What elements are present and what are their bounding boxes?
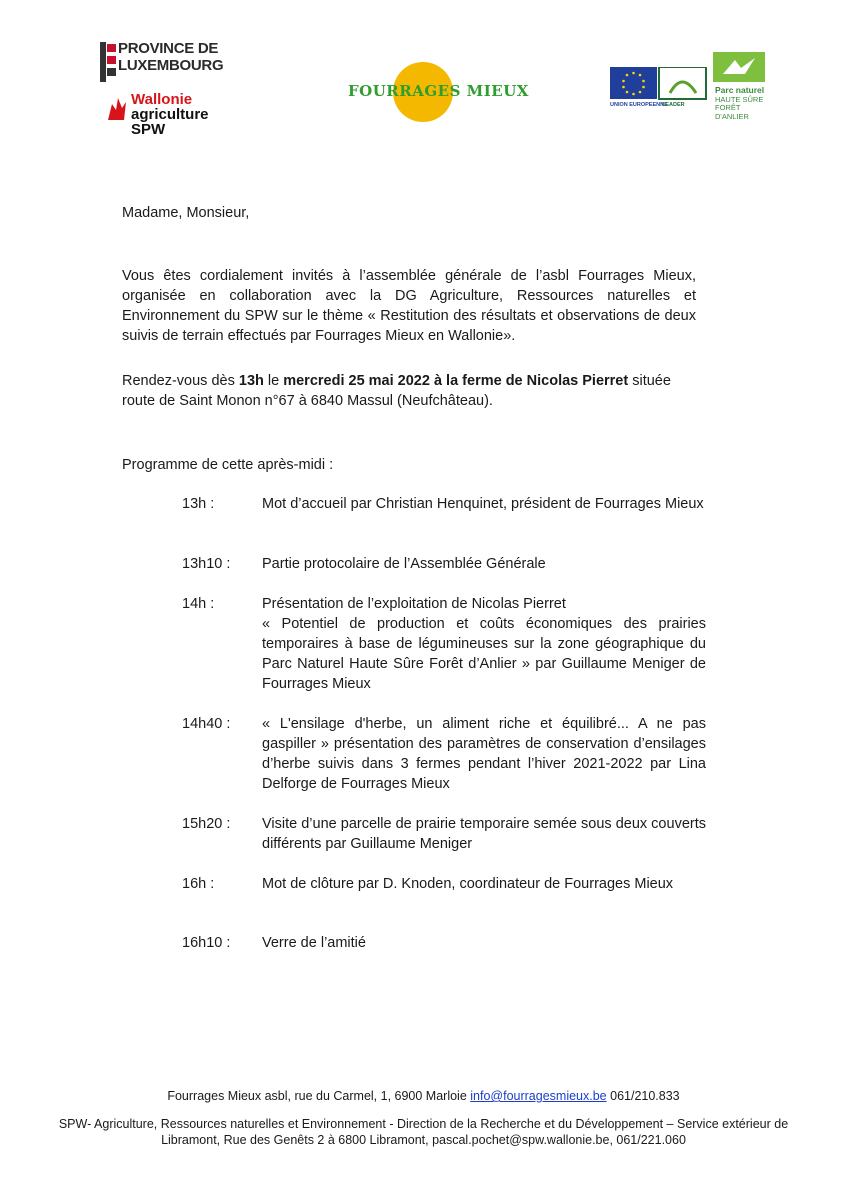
fourrages-mieux-logo [345,62,529,122]
program-time: 16h : [182,876,215,892]
rdv-date-place: mercredi 25 mai 2022 à la ferme de Nicolas Pierret [283,373,629,389]
wallonie-line3: SPW [131,121,166,138]
province-crest-icon [98,40,118,84]
program-desc: Visite d’une parcelle de prairie temporaire semée sous deux couverts différents par Guillaume Meniger [262,816,706,852]
program-desc: Verre de l’amitié [262,935,366,951]
intro-paragraph: Vous êtes cordialement invités à l’assemblée générale de l’asbl Fourrages Mieux, organisée en collaboration avec la DG Agriculture, Ressources naturelles et Environnement du SPW sur le thème « Restitution des résultats et observations de deux suivis de terrain effectués par Fourrages Mieux en Wallonie». [122,268,696,344]
rdv-text-3: située route de Saint Monon n°67 à 6840 Massul (Neufchâteau). [122,373,671,409]
footer-email-link[interactable]: info@fourragesmieux.be [470,1089,607,1103]
wallonie-agriculture-logo [104,92,224,138]
eu-leader-logo [610,67,710,117]
footer-phone: 061/210.833 [606,1089,680,1103]
province-line2: LUXEMBOURG [118,57,224,74]
program-desc: Présentation de l’exploitation de Nicolas Pierret [262,596,566,612]
program-time: 13h : [182,496,215,512]
rooster-icon [104,94,130,124]
program-time: 14h : [182,596,215,612]
eu-label: UNION EUROPEENNE [610,102,668,108]
rdv-time: 13h [238,373,264,389]
parc-line1: Parc naturel [715,85,765,95]
program-title: Programme de cette après-midi : [122,457,334,473]
program-desc: Mot d’accueil par Christian Henquinet, président de Fourrages Mieux [262,496,704,512]
program-desc: « L'ensilage d'herbe, un aliment riche et équilibré... A ne pas gaspiller » présentation des paramètres de conservation d’ensilages d’herbe suivis dans 3 fermes pendant l’hiver 2021-2022 par Lina Delforge de Fourrages Mieux [262,716,706,792]
program-time: 13h10 : [182,556,231,572]
program-desc-block [262,594,706,694]
parc-naturel-logo [713,52,768,130]
program-time: 15h20 : [182,816,231,832]
footer-address: Fourrages Mieux asbl, rue du Carmel, 1, 6900 Marloie [167,1089,471,1103]
province-luxembourg-logo [98,38,223,86]
footer-spw-line: SPW- Agriculture, Ressources naturelles et Environnement - Direction de la Recherche et du Développement – Service extérieur de Libramont, Rue des Genêts 2 à 6800 Libramont, pascal.pochet@spw.wallonie.be, 061/221.060 [58,1117,789,1147]
program-time: 14h40 : [182,716,231,732]
leader-label: LEADER [662,102,685,108]
wallonie-line2: agriculture [131,106,209,123]
program-desc-detail: « Potentiel de production et coûts économiques des prairies temporaires à base de légumineuses sur la zone géographique du Parc Naturel Haute Sûre Forêt d’Anlier » par Guillaume Meniger de Fourrages Mieux [262,616,706,692]
eu-flag-icon [610,67,710,117]
program-time: 16h10 : [182,935,231,951]
program-desc: Mot de clôture par D. Knoden, coordinateur de Fourrages Mieux [262,876,674,892]
fourrages-logo-text: FOURRAGES MIEUX [348,82,529,100]
footer-address-line [0,1088,847,1104]
rdv-text-2: le [263,373,284,389]
salutation: Madame, Monsieur, [122,205,250,221]
rendezvous-paragraph [122,371,696,411]
program-desc: Partie protocolaire de l’Assemblée Générale [262,556,546,572]
parc-line3: FORÊT D'ANLIER [715,103,749,121]
parc-line2: HAUTE SÛRE [715,94,764,104]
wallonie-line1: Wallonie [131,91,193,108]
province-line1: PROVINCE DE [118,40,219,57]
bird-icon [713,52,765,84]
rdv-text-1: Rendez-vous dès [122,373,239,389]
